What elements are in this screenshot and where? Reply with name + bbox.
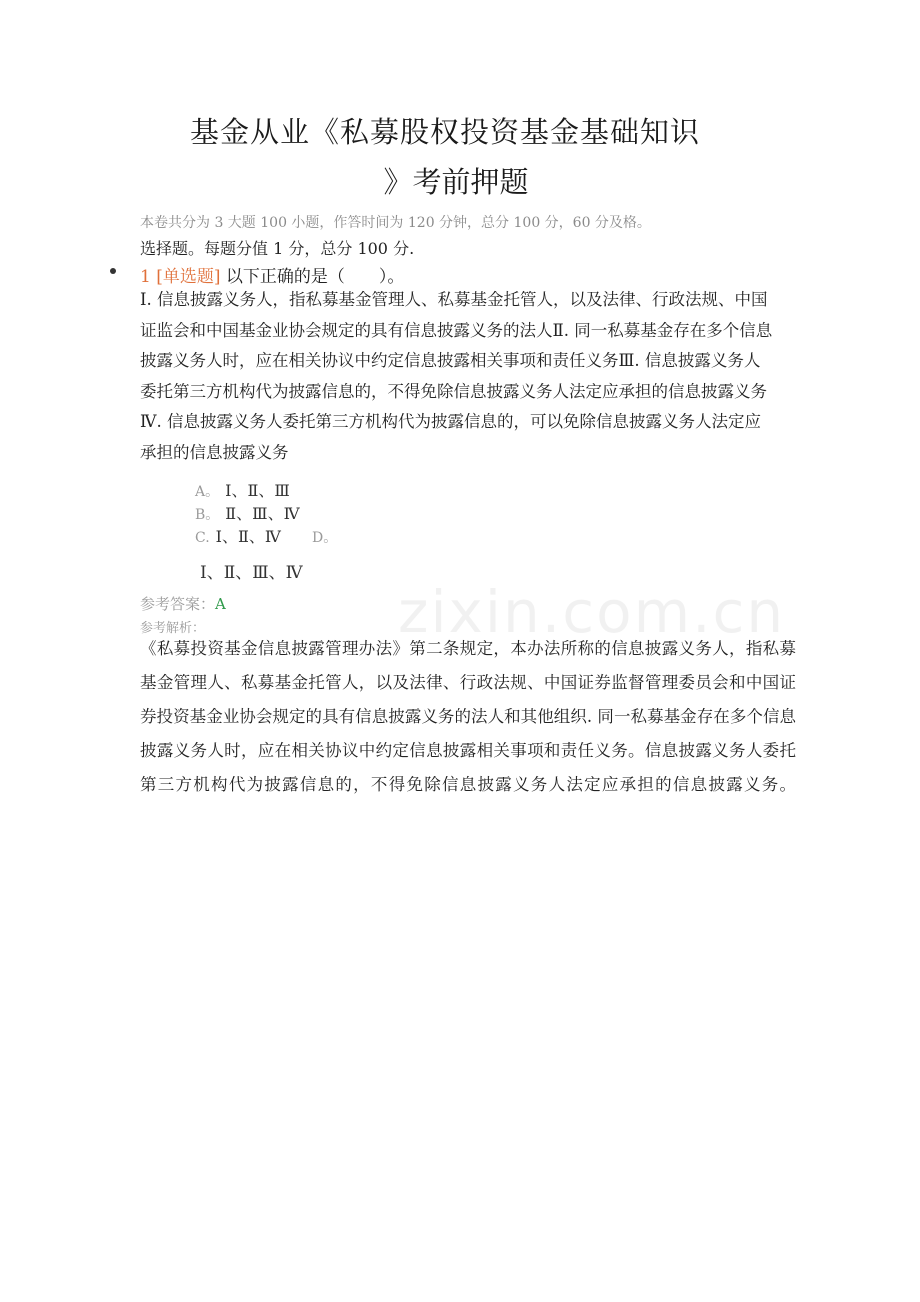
list-bullet bbox=[110, 268, 116, 274]
analysis-text: 《私募投资基金信息披露管理办法》第二条规定，本办法所称的信息披露义务人，指私募基金管理人、私募基金托管人，以及法律、行政法规、中国证券监督管理委员会和中国证券投资基金业协会规定的具有信息披露义务的法人和其他组织. 同一私募基金存在多个信息披露义务人时，应在相关协议中约定信息披露相关事项和责任义务。信息披露义务人委托第三方机构代为披露信息的，不得免除信息披露义务人法定应承担的信息披露义务。 bbox=[140, 639, 796, 794]
option-d-text[interactable]: Ⅰ、Ⅱ、Ⅲ、Ⅳ bbox=[200, 563, 303, 583]
option-b-text: Ⅱ、Ⅲ、Ⅳ bbox=[225, 504, 300, 523]
watermark: zixin.com.cn bbox=[398, 578, 786, 646]
option-b-letter: B。 bbox=[195, 507, 220, 523]
option-c[interactable] bbox=[195, 524, 281, 547]
option-a-text: Ⅰ、Ⅱ、Ⅲ bbox=[225, 481, 290, 500]
option-d-letter[interactable]: D。 bbox=[312, 530, 338, 546]
answer-value: A bbox=[215, 595, 226, 613]
analysis-label: 参考解析： bbox=[140, 621, 206, 636]
question-header bbox=[140, 262, 404, 287]
option-c-text: Ⅰ、Ⅱ、Ⅳ bbox=[215, 527, 281, 546]
page-title-line1: 基金从业《私募股权投资基金基础知识 bbox=[189, 115, 700, 149]
option-b[interactable] bbox=[195, 501, 300, 524]
option-a[interactable] bbox=[195, 478, 290, 501]
section-header: 选择题。每题分值 1 分，总分 100 分. bbox=[140, 239, 415, 258]
exam-summary: 本卷共分为 3 大题 100 小题，作答时间为 120 分钟，总分 100 分，60 分及格。 bbox=[140, 215, 651, 231]
page-title-line2: 》考前押题 bbox=[383, 165, 529, 199]
option-a-letter: A。 bbox=[195, 484, 220, 500]
question-type: [单选题] bbox=[156, 267, 221, 287]
question-number: 1 bbox=[140, 267, 151, 287]
answer-label: 参考答案： bbox=[140, 595, 216, 613]
question-stem: 以下正确的是（ ）。 bbox=[225, 267, 405, 287]
option-c-letter: C. bbox=[195, 530, 210, 546]
question-text: Ⅰ. 信息披露义务人，指私募基金管理人、私募基金托管人，以及法律、行政法规、中国证监会和中国基金业协会规定的具有信息披露义务的法人Ⅱ. 同一私募基金存在多个信息披露义务人时，应在相关协议中约定信息披露相关事项和责任义务Ⅲ. 信息披露义务人委托第三方机构代为披露信息的，不得免除信息披露义务人法定应承担的信息披露义务Ⅳ. 信息披露义务人委托第三方机构代为披露信息的，可以免除信息披露义务人法定应承担的信息披露义务 bbox=[140, 290, 773, 462]
answer-line bbox=[140, 593, 226, 614]
